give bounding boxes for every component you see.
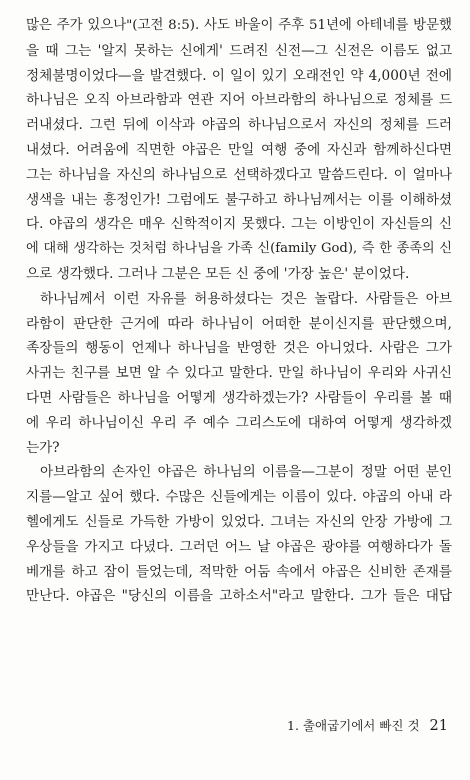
text-line: 아브라함의 손자인 야곱은 하나님의 이름을—그분이 정말 어떤 분인 — [40, 464, 452, 481]
text-line: 에 대해 생각하는 것처럼 하나님을 가족 신(family God), 즉 한 종족의 신 — [26, 241, 452, 257]
text-line: 지를—알고 싶어 했다. 수많은 신들에게는 이름이 있다. 야곱의 아내 라 — [26, 489, 452, 506]
text-line: 으로 생각했다. 그러나 그분은 모든 신 중에 '가장 높은' 분이었다. — [26, 265, 410, 282]
running-chapter-title: 1. 출애굽기에서 빠진 것 — [287, 718, 420, 733]
text-line: 러내셨다. 그런 뒤에 이삭과 야곱의 하나님으로서 자신의 정체를 드러 — [26, 117, 452, 134]
paragraph-1 — [26, 14, 452, 287]
text-line: 생색을 내는 흥정인가! 그럼에도 불구하고 하나님께서는 이를 이해하셨 — [26, 191, 452, 208]
page-footer — [287, 716, 448, 734]
body-text — [26, 14, 452, 609]
text-line: 하나님은 오직 아브라함과 연관 지어 아브라함의 하나님으로 정체를 드 — [26, 92, 452, 109]
text-line: 을 때 그는 '알지 못하는 신에게' 드려진 신전—그 신전은 이름도 없고 — [26, 42, 452, 59]
text-line: 정체불명이었다—을 발견했다. 이 일이 있기 오래전인 약 4,000년 전에 — [26, 67, 452, 84]
page-number: 21 — [429, 718, 448, 734]
text-line: 우상들을 가지고 다녔다. 그러던 어느 날 야곱은 광야를 여행하다가 돌 — [26, 538, 452, 555]
paragraph-3 — [26, 460, 452, 609]
text-line: 는가? — [26, 439, 60, 456]
text-line: 많은 주가 있으나"(고전 8:5). 사도 바울이 주후 51년에 아테네를 방문했 — [26, 18, 452, 33]
text-line: 내셨다. 어려움에 직면한 야곱은 만일 여행 중에 자신과 함께하신다면 — [26, 141, 452, 158]
text-line: 만난다. 야곱은 "당신의 이름을 고하소서"라고 말한다. 그가 들은 대답 — [26, 588, 452, 605]
text-line: 라함이 판단한 근거에 따라 하나님이 어떠한 분이신지를 판단했으며, — [26, 315, 452, 332]
text-line: 족장들의 행동이 언제나 하나님을 반영한 것은 아니었다. 사람은 그가 — [26, 340, 452, 357]
text-line: 에 우리 하나님이신 우리 주 예수 그리스도에 대하여 어떻게 생각하겠 — [26, 414, 452, 431]
paragraph-2 — [26, 287, 452, 461]
text-line: 다면 사람들은 하나님을 어떻게 생각하겠는가? 사람들이 우리를 볼 때 — [26, 389, 452, 406]
text-line: 다. 야곱의 생각은 매우 신학적이지 못했다. 그는 이방인이 자신들의 신 — [26, 216, 452, 233]
text-line: 베개를 하고 잠이 들었는데, 적막한 어둠 속에서 야곱은 신비한 존재를 — [26, 563, 452, 580]
text-line: 헬에게도 신들로 가득한 가방이 있었다. 그녀는 자신의 안장 가방에 그 — [26, 513, 452, 530]
text-line: 사귀는 친구를 보면 알 수 있다고 말한다. 만일 하나님이 우리와 사귀신 — [26, 365, 452, 382]
text-line: 하나님께서 이런 자유를 허용하셨다는 것은 놀랍다. 사람들은 아브 — [40, 290, 452, 307]
text-line: 그는 하나님을 자신의 하나님으로 선택하겠다고 말씀드린다. 이 얼마나 — [26, 166, 452, 183]
